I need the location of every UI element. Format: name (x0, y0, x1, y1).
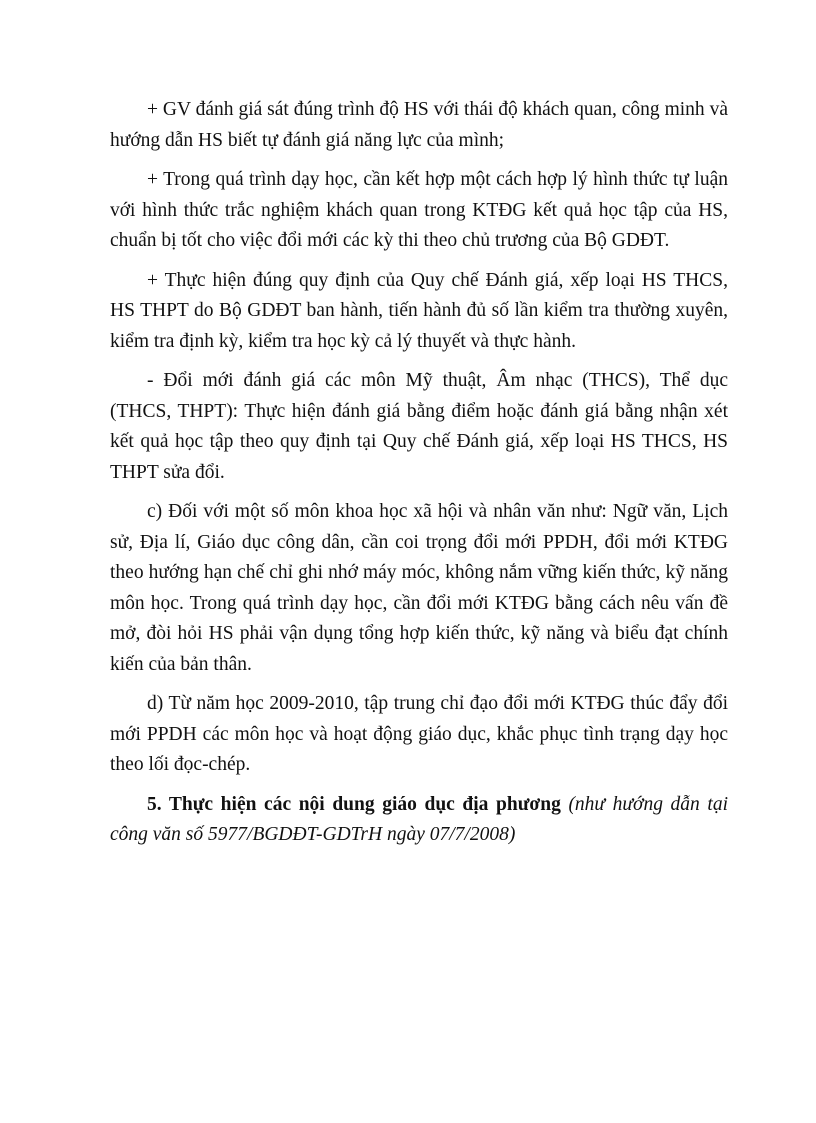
paragraph-combined-testing: + Trong quá trình dạy học, cần kết hợp một cách hợp lý hình thức tự luận với hình thức trắc nghiệm khách quan trong KTĐG kết quả học tập của HS, chuẩn bị tốt cho việc đổi mới các kỳ thi theo chủ trương của Bộ GDĐT. (110, 169, 728, 251)
section-5-reference: (như hướng dẫn tại công văn số 5977/BGDĐT-GDTrH ngày 07/7/2008) (110, 793, 728, 845)
document-body (110, 95, 728, 851)
paragraph-teacher-assessment: + GV đánh giá sát đúng trình độ HS với thái độ khách quan, công minh và hướng dẫn HS biết tự đánh giá năng lực của mình; (110, 99, 728, 151)
section-5-heading (110, 790, 728, 851)
paragraph-school-year-focus: d) Từ năm học 2009-2010, tập trung chỉ đạo đổi mới KTĐG thúc đẩy đổi mới PPDH các môn học và hoạt động giáo dục, khắc phục tình trạng dạy học theo lối đọc-chép. (110, 693, 728, 775)
paragraph-social-sciences: c) Đối với một số môn khoa học xã hội và nhân văn như: Ngữ văn, Lịch sử, Địa lí, Giáo dục công dân, cần coi trọng đổi mới PPDH, đổi mới KTĐG theo hướng hạn chế chỉ ghi nhớ máy móc, không nắm vững kiến thức, kỹ năng môn học. Trong quá trình dạy học, cần đổi mới KTĐG bằng cách nêu vấn đề mở, đòi hỏi HS phải vận dụng tổng hợp kiến thức, kỹ năng và biểu đạt chính kiến của bản thân. (110, 501, 728, 675)
section-5-title: 5. Thực hiện các nội dung giáo dục địa phương (147, 793, 561, 815)
paragraph-regulation-compliance: + Thực hiện đúng quy định của Quy chế Đánh giá, xếp loại HS THCS, HS THPT do Bộ GDĐT ban hành, tiến hành đủ số lần kiểm tra thường xuyên, kiểm tra định kỳ, kiểm tra học kỳ cả lý thuyết và thực hành. (110, 269, 728, 352)
paragraph-arts-pe-assessment: - Đổi mới đánh giá các môn Mỹ thuật, Âm nhạc (THCS), Thể dục (THCS, THPT): Thực hiện đánh giá bằng điểm hoặc đánh giá bằng nhận xét kết quả học tập theo quy định tại Quy chế Đánh giá, xếp loại HS THCS, HS THPT sửa đổi. (110, 370, 728, 483)
